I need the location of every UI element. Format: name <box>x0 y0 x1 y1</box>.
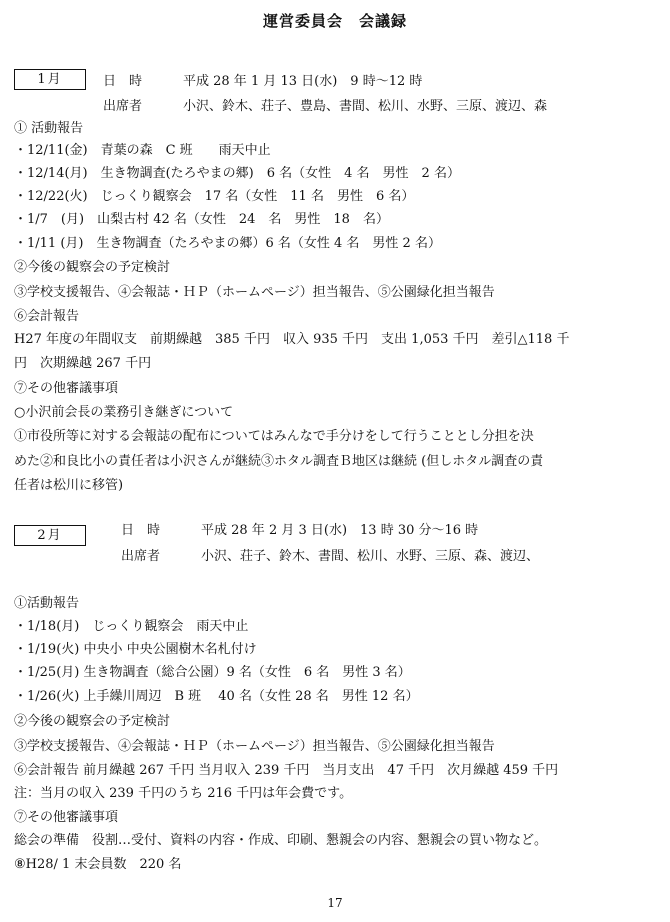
report-line: ⑧H28/ 1 末会員数 220 名 <box>14 857 182 872</box>
report-line: ・1/11 (月) 生き物調査（たろやまの郷）6 名（女性 4 名 男性 2 名） <box>14 236 441 251</box>
report-line: ・12/14(月) 生き物調査(たろやまの郷) 6 名（女性 4 名 男性 2 名） <box>14 166 460 181</box>
report-line: ・12/22(火) じっくり観察会 17 名（女性 11 名 男性 6 名） <box>14 189 415 204</box>
report-line: ・1/25(月) 生き物調査（総合公園）9 名（女性 6 名 男性 3 名） <box>14 665 411 680</box>
report-line: ・12/11(金) 青葉の森 C 班 雨天中止 <box>14 143 271 158</box>
report-line: 任者は松川に移管) <box>14 478 124 493</box>
datetime-value: 平成 28 年 2 月 3 日(水) 13 時 30 分〜16 時 <box>201 523 479 538</box>
attendees-value: 小沢、鈴木、荘子、豊島、書間、松川、水野、三原、渡辺、森 <box>183 99 548 114</box>
report-line: 円 次期繰越 267 千円 <box>14 356 152 371</box>
datetime-label: 日 時 <box>121 523 161 538</box>
report-line: ・1/19(火) 中央小 中央公園樹木名札付け <box>14 642 257 657</box>
report-line: ⑥会計報告 <box>14 309 80 324</box>
report-line: ②今後の観察会の予定検討 <box>14 714 171 729</box>
attendees-label: 出席者 <box>121 549 161 564</box>
report-line: ①市役所等に対する会報誌の配布についてはみんなで手分けをして行うこととし分担を決 <box>14 429 534 444</box>
report-line: ○小沢前会長の業務引き継ぎについて <box>14 405 234 420</box>
page-number: 17 <box>327 896 343 910</box>
report-line: ・1/18(月) じっくり観察会 雨天中止 <box>14 619 249 634</box>
attendees-label: 出席者 <box>103 99 143 114</box>
report-line: ⑦その他審議事項 <box>14 381 119 396</box>
datetime-label: 日 時 <box>103 74 143 89</box>
report-line: ① 活動報告 <box>14 121 84 136</box>
report-line: ・1/26(火) 上手繰川周辺 B 班 40 名（女性 28 名 男性 12 名） <box>14 689 419 704</box>
report-line: ⑥会計報告 前月繰越 267 千円 当月収入 239 千円 当月支出 47 千円 次月繰越 459 千円 <box>14 763 559 778</box>
report-line: ①活動報告 <box>14 596 80 611</box>
month-label-february: 2月 <box>14 525 86 546</box>
report-line: 注：当月の収入 239 千円のうち 216 千円は年会費です。 <box>14 786 353 801</box>
report-line: 総会の準備 役割…受付、資料の内容・作成、印刷、懇親会の内容、懇親会の買い物など。 <box>14 833 548 848</box>
report-line: ③学校支援報告、④会報誌・ＨＰ（ホームページ）担当報告、⑤公園緑化担当報告 <box>14 739 495 754</box>
document-title: 運営委員会 会議録 <box>262 12 407 30</box>
datetime-value: 平成 28 年 1 月 13 日(水) 9 時〜12 時 <box>183 74 423 89</box>
report-line: ⑦その他審議事項 <box>14 810 119 825</box>
report-line: ②今後の観察会の予定検討 <box>14 260 171 275</box>
report-line: H27 年度の年間収支 前期繰越 385 千円 収入 935 千円 支出 1,053 千円 差引△118 千 <box>14 332 570 347</box>
report-line: ③学校支援報告、④会報誌・ＨＰ（ホームページ）担当報告、⑤公園緑化担当報告 <box>14 285 495 300</box>
report-line: ・1/7 (月) 山梨古村 42 名（女性 24 名 男性 18 名） <box>14 212 389 227</box>
report-line: めた②和良比小の責任者は小沢さんが継続③ホタル調査Ｂ地区は継続 (但しホタル調査の責 <box>14 454 544 469</box>
attendees-value: 小沢、荘子、鈴木、書間、松川、水野、三原、森、渡辺、 <box>201 549 540 564</box>
month-label-january: 1月 <box>14 69 86 90</box>
